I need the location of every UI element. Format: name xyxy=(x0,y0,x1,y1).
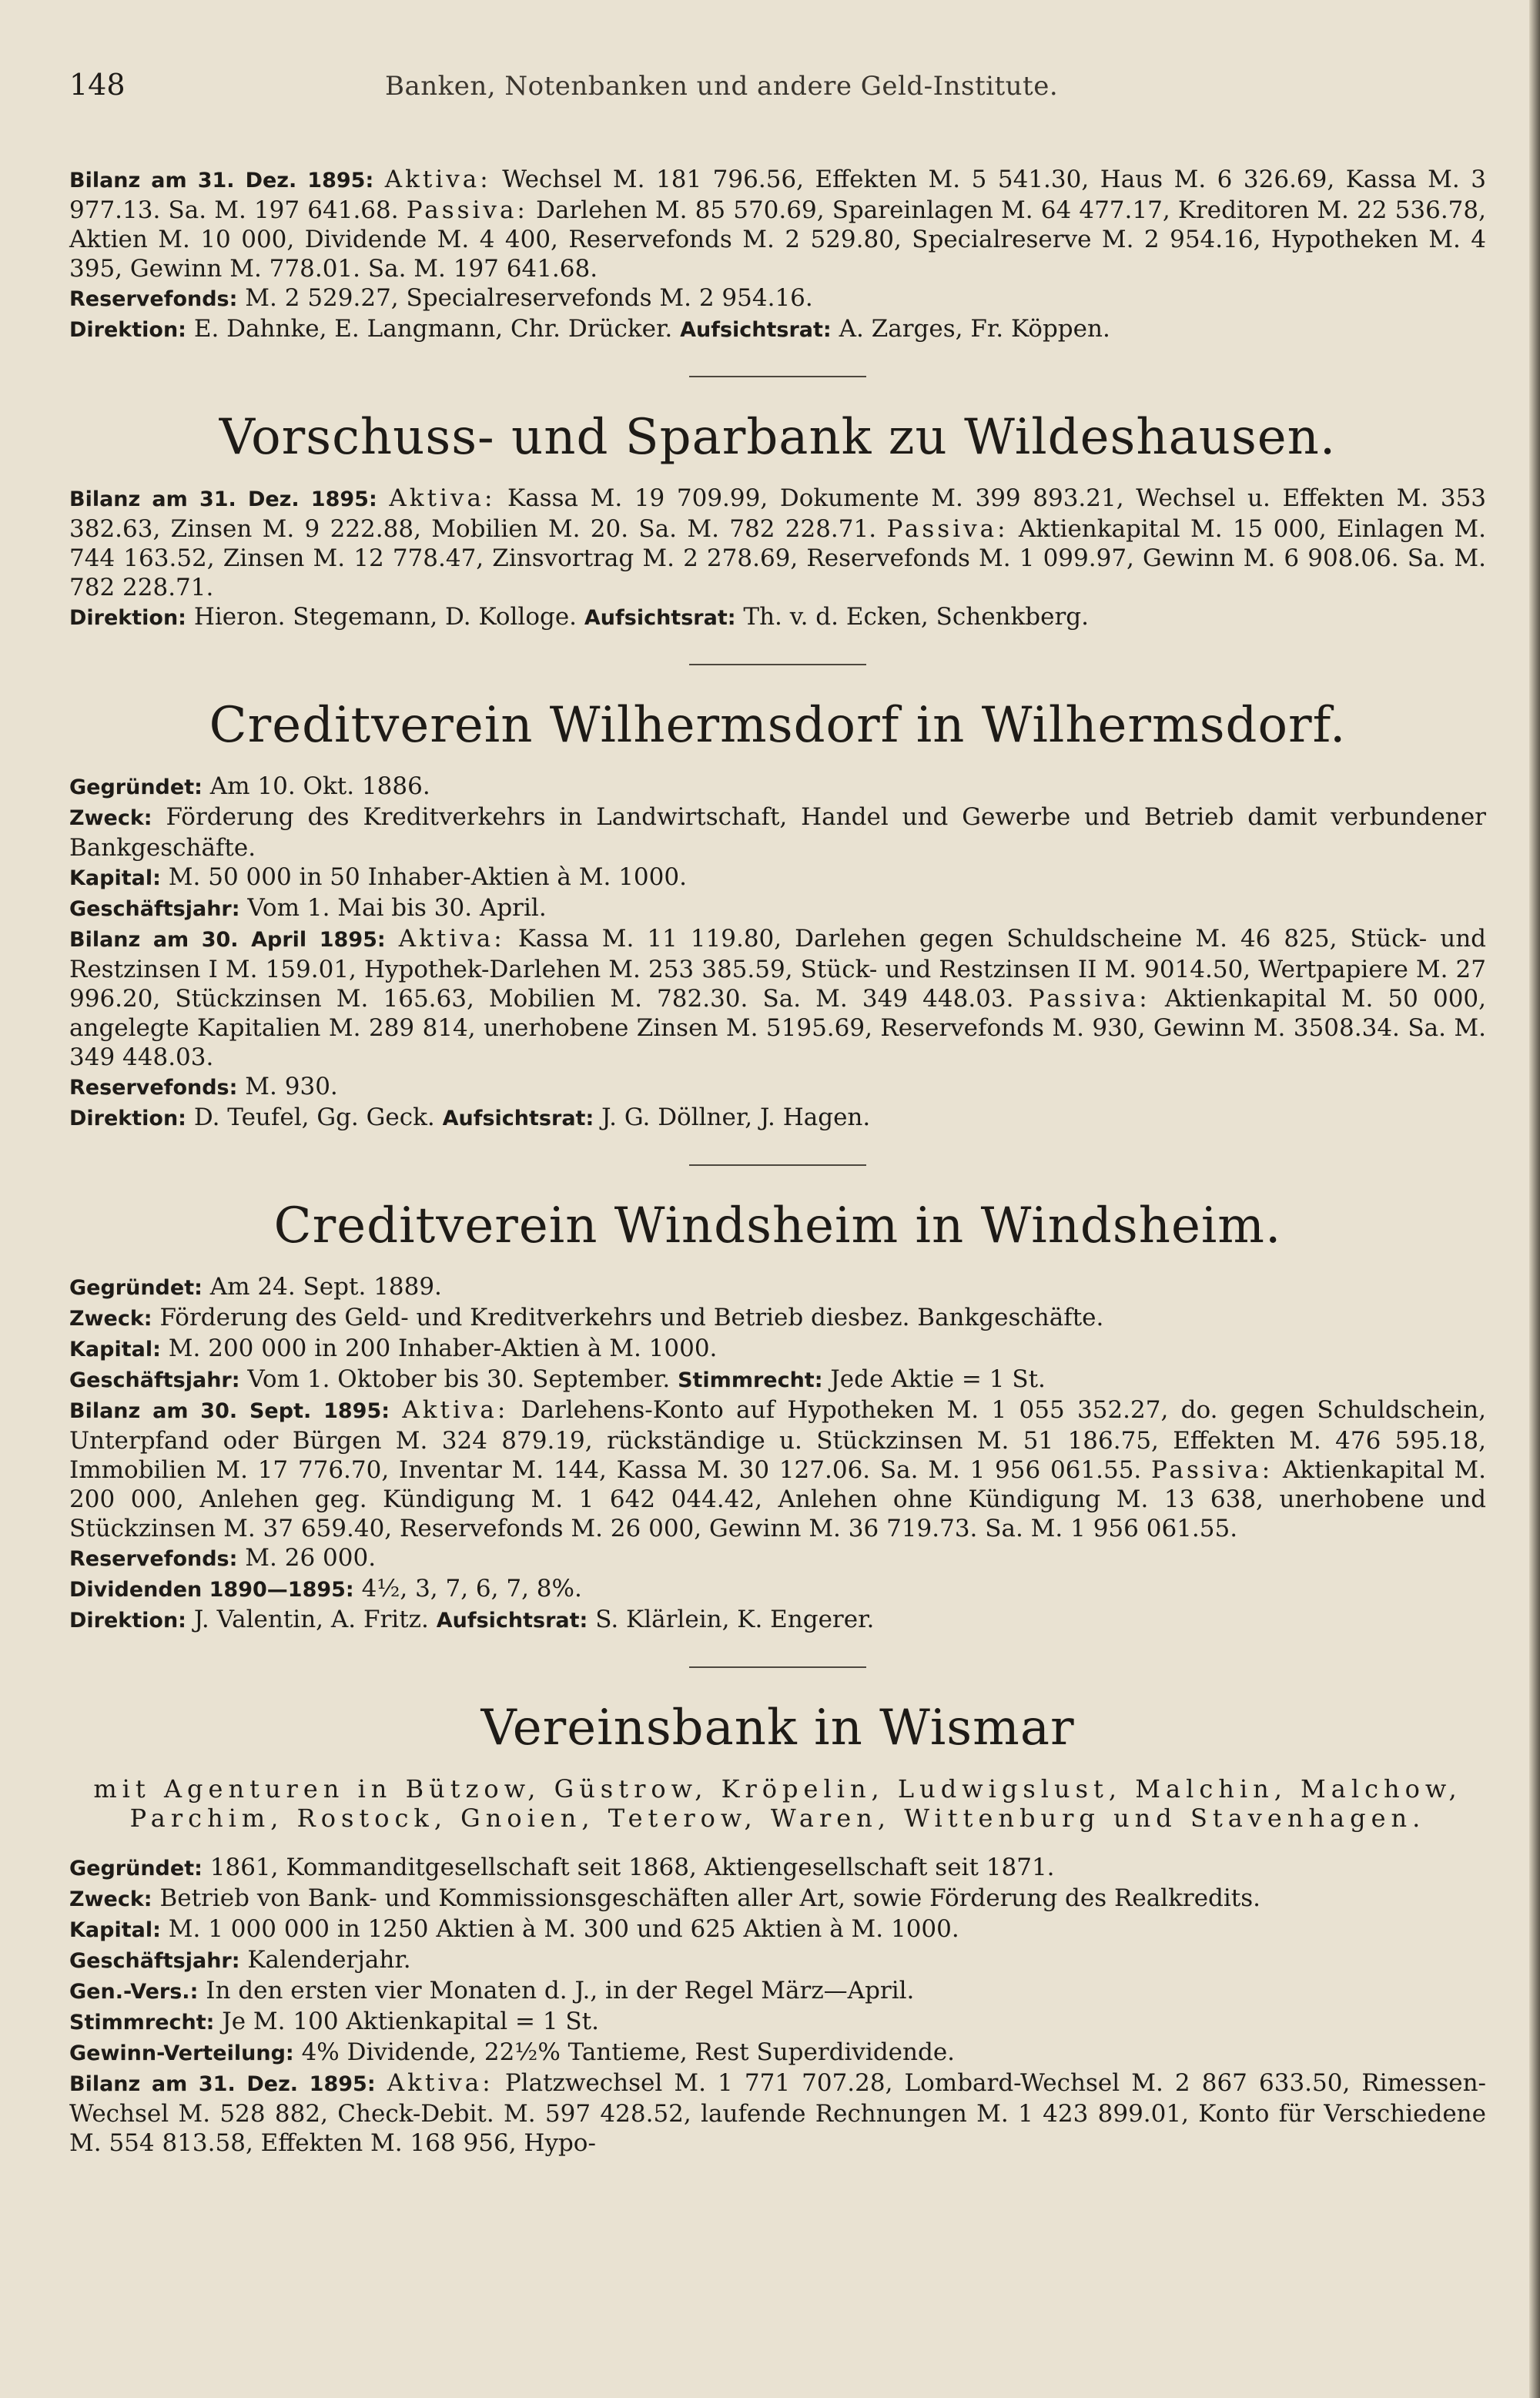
section-divider xyxy=(689,376,866,377)
general-meeting: Gen.-Vers.: In den ersten vier Monaten d. J., in der Regel März—April. xyxy=(69,1977,915,2004)
purpose: Zweck: Förderung des Geld- und Kreditverkehrs und Betrieb diesbez. Bankgeschäfte. xyxy=(69,1304,1104,1331)
founded: Gegründet: 1861, Kommanditgesellschaft seit 1868, Aktiengesellschaft seit 1871. xyxy=(69,1854,1055,1881)
entry-subtitle: mit Agenturen in Bützow, Güstrow, Kröpelin, Ludwigslust, Malchin, Malchow, Parchim, Rostock, Gnoien, Teterow, Waren, Wittenburg und Stavenhagen. xyxy=(93,1774,1462,1833)
entry-wismar xyxy=(69,1699,1486,2158)
voting-right: Stimmrecht: Je M. 100 Aktienkapital = 1 St. xyxy=(69,2008,599,2035)
page-number: 148 xyxy=(69,68,126,102)
purpose: Zweck: Betrieb von Bank- und Kommissionsgeschäften aller Art, sowie Förderung des Realkredits. xyxy=(69,1884,1261,1912)
balance-sheet: Bilanz am 31. Dez. 1895: Aktiva: Wechsel M. 181 796.56, Effekten M. 5 541.30, Haus M. 6 326.69, Kassa M. 3 977.13. Sa. M. 197 641.68. Passiva: Darlehen M. 85 570.69, Spareinlagen M. 64 477.17, Kreditoren M. 22 536.78, Aktien M. 10 000, Dividende M. 4 400, Reservefonds M. 2 529.80, Specialreserve M. 2 954.16, Hypotheken M. 4 395, Gewinn M. 778.01. Sa. M. 197 641.68. xyxy=(69,166,1486,283)
profit-distribution: Gewinn-Verteilung: 4% Dividende, 22½% Tantieme, Rest Superdividende. xyxy=(69,2038,956,2066)
fiscal-year: Geschäftsjahr: Vom 1. Mai bis 30. April. xyxy=(69,894,547,922)
fiscal-year: Geschäftsjahr: Kalenderjahr. xyxy=(69,1946,411,1974)
capital: Kapital: M. 50 000 in 50 Inhaber-Aktien à M. 1000. xyxy=(69,863,687,891)
entry-title: Creditverein Windsheim in Windsheim. xyxy=(273,1197,1282,1254)
capital: Kapital: M. 200 000 in 200 Inhaber-Aktien à M. 1000. xyxy=(69,1335,718,1362)
entry-continued xyxy=(69,165,1486,345)
entry-title: Vereinsbank in Wismar xyxy=(480,1700,1075,1757)
purpose: Zweck: Förderung des Kreditverkehrs in Landwirtschaft, Handel und Gewerbe und Betrieb damit verbundener Bankgeschäfte. xyxy=(69,803,1486,862)
balance-sheet: Bilanz am 30. April 1895: Aktiva: Kassa M. 11 119.80, Darlehen gegen Schuldscheine M. 46 825, Stück- und Restzinsen I M. 159.01, Hypothek-Darlehen M. 253 385.59, Stück- und Restzinsen II M. 9014.50, Wertpapiere M. 27 996.20, Stückzinsen M. 165.63, Mobilien M. 782.30. Sa. M. 349 448.03. Passiva: Aktienkapital M. 50 000, angelegte Kapitalien M. 289 814, unerhobene Zinsen M. 5195.69, Reservefonds M. 930, Gewinn M. 3508.34. Sa. M. 349 448.03. xyxy=(69,925,1486,1071)
reserve-fund: Reservefonds: M. 26 000. xyxy=(69,1544,377,1572)
page-header xyxy=(69,68,1486,122)
balance-sheet: Bilanz am 31. Dez. 1895: Aktiva: Platzwechsel M. 1 771 707.28, Lombard-Wechsel M. 2 867 633.50, Rimessen-Wechsel M. 528 882, Check-Debit. M. 597 428.52, laufende Rechnungen M. 1 423 899.01, Konto für Verschiedene M. 554 813.58, Effekten M. 168 956, Hypo- xyxy=(69,2069,1487,2157)
balance-sheet: Bilanz am 30. Sept. 1895: Aktiva: Darlehens-Konto auf Hypotheken M. 1 055 352.27, do. gegen Schuldschein, Unterpfand oder Bürgen M. 324 879.19, rückständige u. Stückzinsen M. 51 186.75, Effekten M. 476 595.18, Immobilien M. 17 776.70, Inventar M. 144, Kassa M. 30 127.06. Sa. M. 1 956 061.55. Passiva: Aktienkapital M. 200 000, Anlehen geg. Kündigung M. 1 642 044.42, Anlehen ohne Kündigung M. 13 638, unerhobene und Stückzinsen M. 37 659.40, Reservefonds M. 26 000, Gewinn M. 36 719.73. Sa. M. 1 956 061.55. xyxy=(69,1396,1486,1542)
management: Direktion: D. Teufel, Gg. Geck. Aufsichtsrat: J. G. Döllner, J. Hagen. xyxy=(69,1104,871,1131)
entry-title: Creditverein Wilhermsdorf in Wilhermsdorf. xyxy=(209,697,1347,754)
section-divider xyxy=(689,664,866,665)
section-divider xyxy=(689,1164,866,1166)
entry-wilhermsdorf xyxy=(69,696,1486,1134)
running-title: Banken, Notenbanken und andere Geld-Institute. xyxy=(385,71,1059,102)
entry-windsheim xyxy=(69,1197,1486,1636)
management: Direktion: E. Dahnke, E. Langmann, Chr. Drücker. Aufsichtsrat: A. Zarges, Fr. Köppen. xyxy=(69,315,1110,343)
reserve-fund: Reservefonds: M. 930. xyxy=(69,1073,338,1100)
entry-wildeshausen xyxy=(69,408,1486,633)
page-edge-shadow xyxy=(1529,0,1540,2398)
founded: Gegründet: Am 10. Okt. 1886. xyxy=(69,772,430,800)
capital: Kapital: M. 1 000 000 in 1250 Aktien à M. 300 und 625 Aktien à M. 1000. xyxy=(69,1915,959,1943)
reserve-fund: Reservefonds: M. 2 529.27, Specialreservefonds M. 2 954.16. xyxy=(69,284,813,312)
dividends: Dividenden 1890—1895: 4½, 3, 7, 6, 7, 8%. xyxy=(69,1575,582,1603)
management: Direktion: J. Valentin, A. Fritz. Aufsichtsrat: S. Klärlein, K. Engerer. xyxy=(69,1606,875,1633)
section-divider xyxy=(689,1666,866,1668)
entry-title: Vorschuss- und Sparbank zu Wildeshausen. xyxy=(219,409,1337,466)
fiscal-year: Geschäftsjahr: Vom 1. Oktober bis 30. September. Stimmrecht: Jede Aktie = 1 St. xyxy=(69,1365,1046,1393)
management: Direktion: Hieron. Stegemann, D. Kolloge. Aufsichtsrat: Th. v. d. Ecken, Schenkberg. xyxy=(69,603,1089,631)
balance-sheet: Bilanz am 31. Dez. 1895: Aktiva: Kassa M. 19 709.99, Dokumente M. 399 893.21, Wechsel u. Effekten M. 353 382.63, Zinsen M. 9 222.88, Mobilien M. 20. Sa. M. 782 228.71. Passiva: Aktienkapital M. 15 000, Einlagen M. 744 163.52, Zinsen M. 12 778.47, Zinsvortrag M. 2 278.69, Reservefonds M. 1 099.97, Gewinn M. 6 908.06. Sa. M. 782 228.71. xyxy=(69,484,1487,601)
founded: Gegründet: Am 24. Sept. 1889. xyxy=(69,1273,442,1301)
